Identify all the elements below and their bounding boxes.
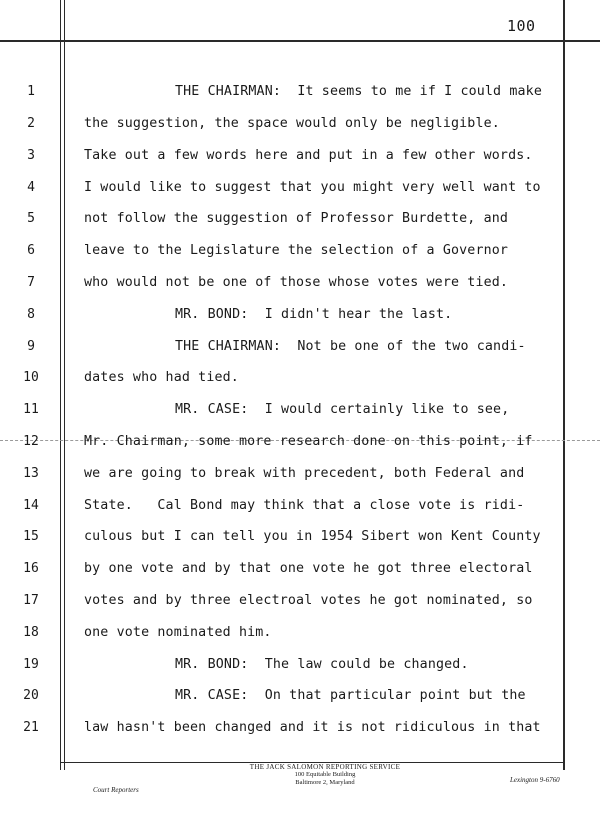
line-number: 7 [27,275,35,290]
line-number: 8 [27,307,35,322]
page-number: 100 [507,17,536,35]
transcript-line: I would like to suggest that you might very well want to [84,180,541,195]
transcript-line: who would not be one of those whose votes were tied. [84,275,509,290]
transcript-line: culous but I can tell you in 1954 Sibert won Kent County [84,529,541,544]
line-number: 3 [27,148,35,163]
transcript-line: Mr. Chairman, some more research done on this point, if [84,434,533,449]
transcript-line: MR. BOND: The law could be changed. [175,657,469,672]
line-number: 11 [23,402,39,417]
line-number: 4 [27,180,35,195]
transcript-line: one vote nominated him. [84,625,272,640]
transcript-line: THE CHAIRMAN: Not be one of the two candi- [175,339,526,354]
transcript-line: votes and by three electroal votes he got nominated, so [84,593,533,608]
line-number: 5 [27,211,35,226]
footer-address-line: Baltimore 2, Maryland [295,779,355,786]
transcript-line: MR. BOND: I didn't hear the last. [175,307,453,322]
transcript-line: State. Cal Bond may think that a close vote is ridi- [84,498,525,513]
transcript-line: law hasn't been changed and it is not ridiculous in that [84,720,541,735]
line-number: 16 [23,561,39,576]
transcript-line: not follow the suggestion of Professor Burdette, and [84,211,509,226]
transcript-line: THE CHAIRMAN: It seems to me if I could make [175,84,542,99]
line-number: 14 [23,498,39,513]
line-number: 1 [27,84,35,99]
line-number: 10 [23,370,39,385]
line-number: 21 [23,720,39,735]
right-margin-rule [563,0,565,770]
left-margin-rule-inner [64,0,65,770]
transcript-line: MR. CASE: I would certainly like to see, [175,402,510,417]
line-number: 15 [23,529,39,544]
transcript-line: MR. CASE: On that particular point but the [175,688,526,703]
transcript-line: dates who had tied. [84,370,239,385]
footer-phone: Lexington 9-6760 [510,776,560,784]
line-number: 2 [27,116,35,131]
footer-firm-block [230,763,420,787]
transcript-line: the suggestion, the space would only be negligible. [84,116,500,131]
line-number: 6 [27,243,35,258]
line-number: 13 [23,466,39,481]
transcript-line: Take out a few words here and put in a few other words. [84,148,533,163]
transcript-line: we are going to break with precedent, both Federal and [84,466,525,481]
transcript-line: by one vote and by that one vote he got three electoral [84,561,533,576]
transcript-line: leave to the Legislature the selection of a Governor [84,243,509,258]
footer-court-reporters: Court Reporters [93,786,139,794]
line-number: 19 [23,657,39,672]
top-rule [0,40,600,42]
line-number: 12 [23,434,39,449]
footer-firm-name: THE JACK SALOMON REPORTING SERVICE [249,763,401,771]
line-number: 18 [23,625,39,640]
left-margin-rule [60,0,61,770]
line-number: 20 [23,688,39,703]
footer-address-line: 100 Equitable Building [294,771,356,778]
line-number: 17 [23,593,39,608]
line-number: 9 [27,339,35,354]
